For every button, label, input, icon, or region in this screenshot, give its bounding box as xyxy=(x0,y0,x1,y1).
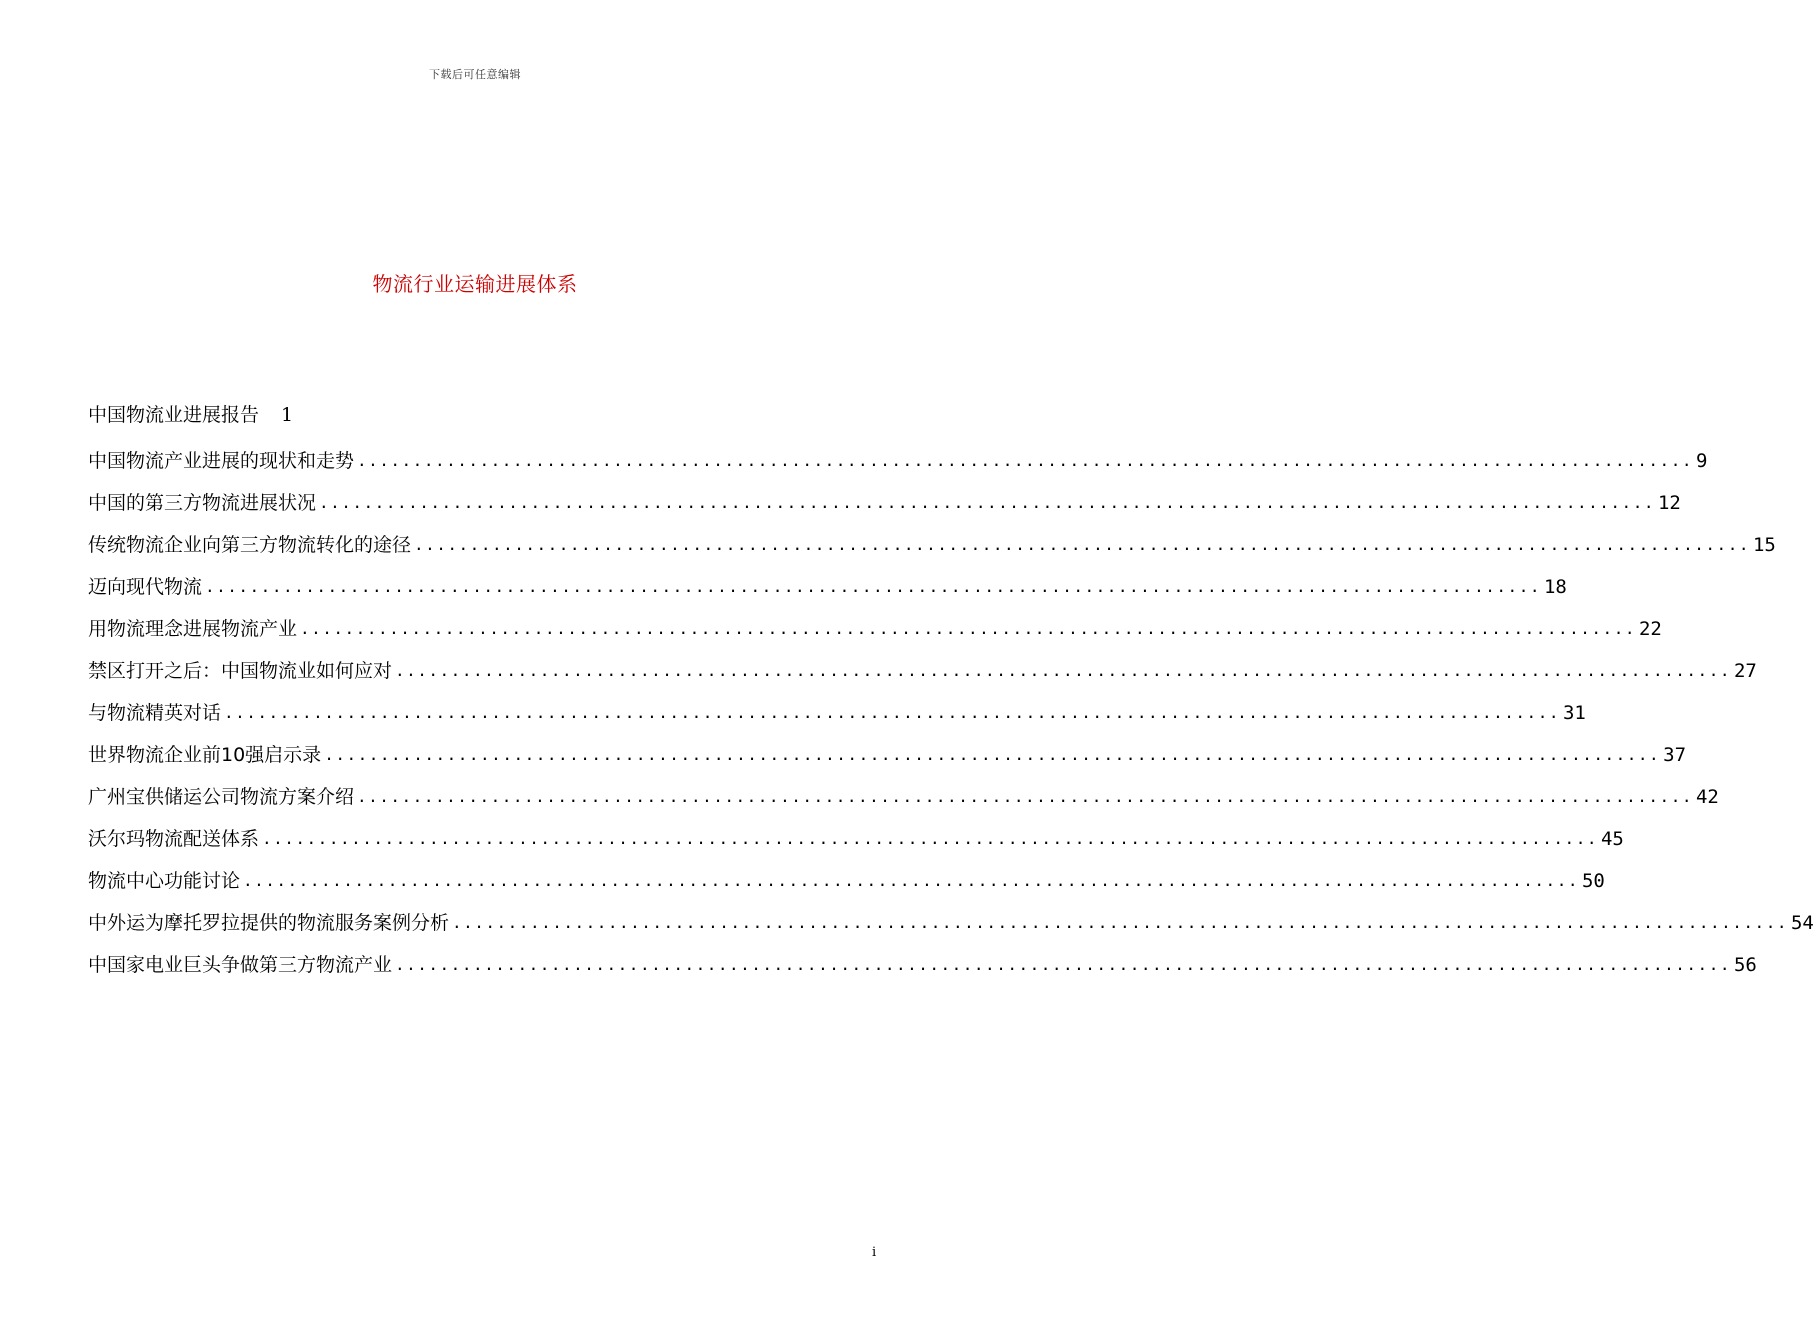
toc-entry[interactable] xyxy=(88,734,1687,776)
toc-entry[interactable] xyxy=(88,818,1624,860)
toc-entry-title: 中国物流产业进展的现状和走势 xyxy=(88,450,355,472)
toc-leader-dots: ........................................................................................................................ xyxy=(224,703,1560,722)
toc-entry[interactable] xyxy=(88,608,1662,650)
toc-entry-title: 传统物流企业向第三方物流转化的途径 xyxy=(88,534,412,556)
toc-leader-dots: ........................................................................................................................ xyxy=(324,745,1661,764)
toc-entry-page: 54 xyxy=(1790,912,1814,934)
document-title: 物流行业运输进展体系 xyxy=(372,272,578,296)
table-of-contents xyxy=(88,440,1814,986)
toc-entry-page: 27 xyxy=(1733,660,1757,682)
toc-entry-page: 22 xyxy=(1638,618,1662,640)
toc-leader-dots: ........................................................................................................................ xyxy=(452,913,1788,932)
toc-entry[interactable] xyxy=(88,944,1757,986)
toc-entry[interactable] xyxy=(88,860,1605,902)
toc-entry-page: 9 xyxy=(1695,450,1708,472)
toc-entry[interactable] xyxy=(88,776,1719,818)
toc-entry-page: 50 xyxy=(1581,870,1605,892)
toc-entry-title: 迈向现代物流 xyxy=(88,576,203,598)
toc-entry-title: 禁区打开之后：中国物流业如何应对 xyxy=(88,660,393,682)
toc-entry[interactable] xyxy=(88,902,1814,944)
toc-heading[interactable] xyxy=(88,400,293,427)
toc-heading-text: 中国物流业进展报告 xyxy=(88,404,260,426)
toc-heading-page: 1 xyxy=(281,404,294,426)
toc-leader-dots: ........................................................................................................................ xyxy=(262,829,1598,848)
toc-entry-title: 中外运为摩托罗拉提供的物流服务案例分析 xyxy=(88,912,450,934)
toc-entry-title: 广州宝供储运公司物流方案介绍 xyxy=(88,786,355,808)
toc-entry-title: 世界物流企业前10强启示录 xyxy=(88,744,322,766)
toc-leader-dots: ........................................................................................................................ xyxy=(243,871,1579,890)
toc-leader-dots: ........................................................................................................................ xyxy=(357,787,1693,806)
toc-entry-title: 中国家电业巨头争做第三方物流产业 xyxy=(88,954,393,976)
toc-leader-dots: ........................................................................................................................ xyxy=(205,577,1541,596)
toc-leader-dots: ........................................................................................................................ xyxy=(395,661,1731,680)
toc-leader-dots: ........................................................................................................................ xyxy=(357,451,1693,470)
toc-entry-page: 18 xyxy=(1543,576,1567,598)
header-note: 下载后可任意编辑 xyxy=(429,68,521,81)
toc-entry-page: 15 xyxy=(1752,534,1776,556)
toc-leader-dots: ........................................................................................................................ xyxy=(395,955,1731,974)
toc-entry-page: 31 xyxy=(1562,702,1586,724)
toc-leader-dots: ........................................................................................................................ xyxy=(300,619,1636,638)
page-number: i xyxy=(872,1245,877,1260)
toc-entry[interactable] xyxy=(88,482,1681,524)
toc-entry-page: 45 xyxy=(1600,828,1624,850)
toc-entry-page: 42 xyxy=(1695,786,1719,808)
toc-entry-page: 56 xyxy=(1733,954,1757,976)
toc-entry[interactable] xyxy=(88,650,1757,692)
toc-entry-title: 沃尔玛物流配送体系 xyxy=(88,828,260,850)
toc-entry[interactable] xyxy=(88,692,1586,734)
toc-entry-title: 物流中心功能讨论 xyxy=(88,870,241,892)
toc-entry[interactable] xyxy=(88,524,1776,566)
toc-entry-title: 与物流精英对话 xyxy=(88,702,222,724)
toc-entry-title: 中国的第三方物流进展状况 xyxy=(88,492,317,514)
toc-leader-dots: ........................................................................................................................ xyxy=(319,493,1655,512)
toc-entry-title: 用物流理念进展物流产业 xyxy=(88,618,298,640)
toc-entry[interactable] xyxy=(88,440,1708,482)
toc-leader-dots: ........................................................................................................................ xyxy=(414,535,1750,554)
toc-entry[interactable] xyxy=(88,566,1567,608)
toc-entry-page: 12 xyxy=(1657,492,1681,514)
toc-entry-page: 37 xyxy=(1663,744,1687,766)
